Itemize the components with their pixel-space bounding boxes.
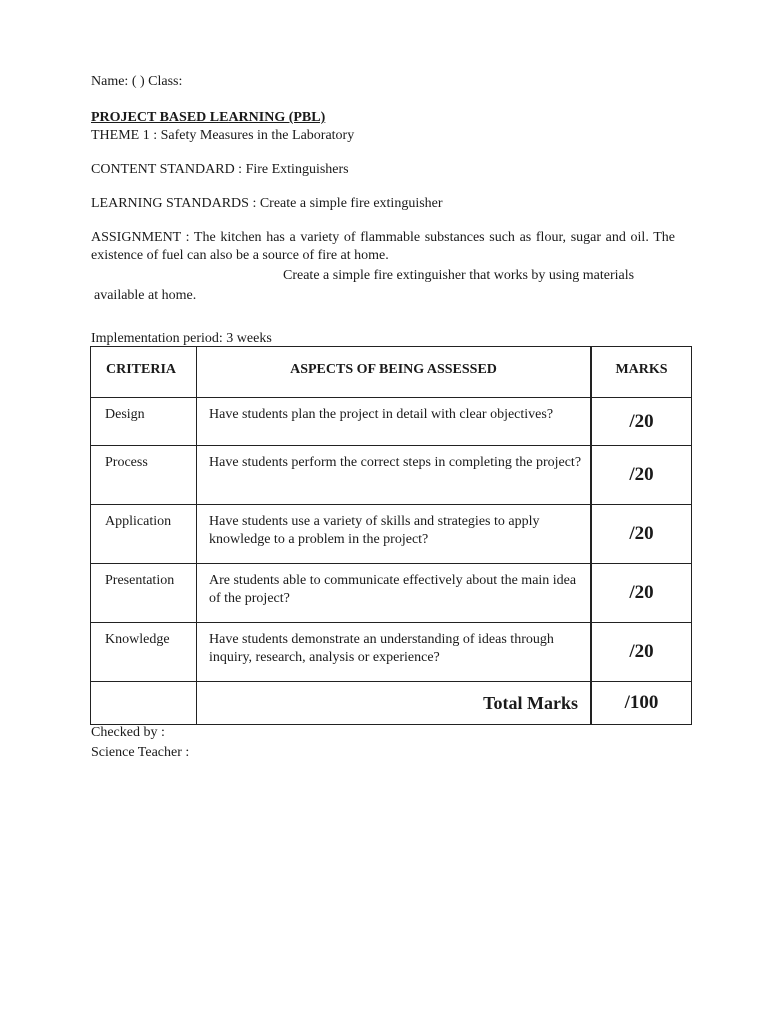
checked-by-line: Checked by : — [91, 725, 165, 740]
theme-line: THEME 1 : Safety Measures in the Laboratory — [91, 128, 355, 143]
marks-cell: /20 — [591, 623, 692, 682]
criteria-cell: Presentation — [91, 564, 197, 623]
marks-header: MARKS — [591, 347, 692, 398]
content-standard-line: CONTENT STANDARD : Fire Extinguishers — [91, 162, 349, 177]
assignment-paragraph: ASSIGNMENT : The kitchen has a variety of flammable substances such as flour, sugar and oil. The existence of fuel can also be a source of fire at home. — [91, 230, 675, 263]
criteria-cell: Application — [91, 505, 197, 564]
marks-cell: /20 — [591, 446, 692, 505]
science-teacher-line: Science Teacher : — [91, 745, 190, 760]
assessment-rubric-table — [90, 346, 692, 725]
implementation-period: Implementation period: 3 weeks — [91, 331, 272, 346]
aspects-header: ASPECTS OF BEING ASSESSED — [197, 347, 592, 398]
criteria-cell: Knowledge — [91, 623, 197, 682]
total-marks-value: /100 — [591, 682, 692, 725]
marks-cell: /20 — [591, 564, 692, 623]
table-row — [91, 446, 692, 505]
criteria-cell: Design — [91, 398, 197, 446]
criteria-header: CRITERIA — [91, 347, 197, 398]
aspect-cell: Have students perform the correct steps in completing the project? — [197, 446, 592, 505]
aspect-cell: Have students use a variety of skills and strategies to apply knowledge to a problem in the project? — [197, 505, 592, 564]
learning-standards-line: LEARNING STANDARDS : Create a simple fire extinguisher — [91, 196, 443, 211]
name-class-line: Name: ( ) Class: — [91, 74, 183, 89]
aspect-cell: Are students able to communicate effectively about the main idea of the project? — [197, 564, 592, 623]
empty-cell — [91, 682, 197, 725]
table-row — [91, 398, 692, 446]
marks-cell: /20 — [591, 505, 692, 564]
table-header-row — [91, 347, 692, 398]
aspect-cell: Have students plan the project in detail with clear objectives? — [197, 398, 592, 446]
aspect-cell: Have students demonstrate an understanding of ideas through inquiry, research, analysis or experience? — [197, 623, 592, 682]
assignment-line-3: available at home. — [94, 288, 197, 303]
table-row — [91, 564, 692, 623]
table-row — [91, 505, 692, 564]
marks-cell: /20 — [591, 398, 692, 446]
table-row — [91, 623, 692, 682]
pbl-title: PROJECT BASED LEARNING (PBL) — [91, 110, 326, 125]
assignment-line-2: Create a simple fire extinguisher that works by using materials — [283, 268, 635, 283]
criteria-cell: Process — [91, 446, 197, 505]
total-marks-label: Total Marks — [197, 682, 592, 725]
total-row — [91, 682, 692, 725]
